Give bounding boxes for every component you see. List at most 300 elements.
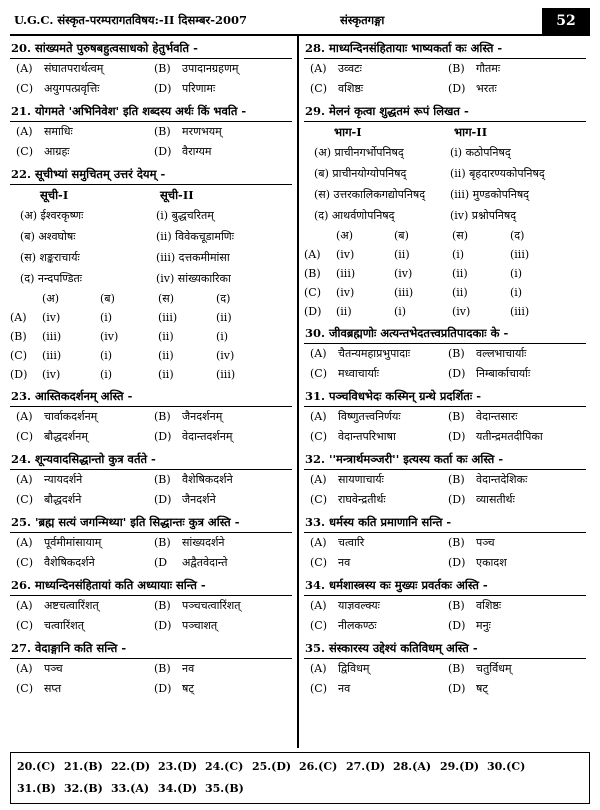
option xyxy=(448,679,586,699)
options-list xyxy=(304,407,586,447)
match-right: (iv) सांख्यकारिका xyxy=(156,272,231,285)
page-number: 52 xyxy=(542,8,590,34)
match-row xyxy=(304,142,586,163)
option-text: गौतमः xyxy=(476,62,501,75)
match-row xyxy=(304,205,586,226)
list-2-heading: भाग-II xyxy=(454,125,488,139)
option-text: मनुः xyxy=(476,619,491,632)
grid-cell: (ब) xyxy=(394,229,409,242)
option xyxy=(448,533,586,553)
option xyxy=(154,596,292,616)
answer-item: 21.(B) xyxy=(64,760,103,773)
answer-item: 28.(A) xyxy=(393,760,432,773)
match-left: (ब) अश्वघोषः xyxy=(20,230,76,243)
grid-cell: (ii) xyxy=(158,368,174,381)
question-27 xyxy=(10,638,292,699)
option xyxy=(448,407,586,427)
option-text: विष्णुतत्त्वनिर्णयः xyxy=(338,410,401,423)
match-left: (ब) प्राचीनयोग्योपनिषद् xyxy=(314,167,407,180)
answer-grid-row xyxy=(304,283,586,302)
grid-cell: (अ) xyxy=(336,229,353,242)
option-label: (A) xyxy=(310,410,327,423)
option-text: वशिष्ठः xyxy=(476,599,502,612)
option xyxy=(154,490,292,510)
grid-cell: (i) xyxy=(100,368,113,381)
options-list xyxy=(10,659,292,699)
option xyxy=(16,533,154,553)
grid-cell: (ii) xyxy=(452,286,468,299)
option xyxy=(310,427,448,447)
option-label: (C) xyxy=(310,682,327,695)
grid-cell xyxy=(10,289,42,308)
option-text: पूर्वमीमांसायाम् xyxy=(44,536,102,549)
grid-cell: (i) xyxy=(100,311,113,324)
answer-item: 25.(D) xyxy=(252,760,292,773)
option-text: उव्वटः xyxy=(338,62,362,75)
match-left: (स) उत्तरकालिकगद्योपनिषद् xyxy=(314,188,426,201)
answer-grid-row xyxy=(304,226,586,245)
option-text: अष्टचत्वारिंशत् xyxy=(44,599,99,612)
question-text: 30. जीवब्रह्मणोः अत्यन्तभेदतत्त्वप्रतिपादकाः के - xyxy=(304,323,586,344)
option xyxy=(310,659,448,679)
answer-item: 35.(B) xyxy=(205,782,244,795)
option xyxy=(16,59,154,79)
question-20 xyxy=(10,38,292,99)
answer-item: 32.(B) xyxy=(64,782,103,795)
right-column xyxy=(304,38,586,701)
options-list xyxy=(10,407,292,447)
option-label: (D) xyxy=(154,82,172,95)
option xyxy=(154,407,292,427)
grid-cell: (A) xyxy=(304,248,321,261)
option-label: (B) xyxy=(448,536,465,549)
option xyxy=(448,344,586,364)
option-label: (B) xyxy=(448,662,465,675)
match-row xyxy=(10,268,292,289)
options-list xyxy=(304,533,586,573)
grid-cell: (iii) xyxy=(336,267,356,280)
option xyxy=(16,596,154,616)
match-headers xyxy=(304,122,586,142)
option-label: (C) xyxy=(310,493,327,506)
option-label: (C) xyxy=(16,682,33,695)
option-text: एकादश xyxy=(476,556,507,569)
option-text: नव xyxy=(338,682,351,695)
match-right: (i) कठोपनिषद् xyxy=(450,146,511,159)
answer-row-1 xyxy=(17,756,583,778)
option-label: (A) xyxy=(310,536,327,549)
question-34 xyxy=(304,575,586,636)
option-text: निम्बार्काचार्याः xyxy=(476,367,531,380)
question-35 xyxy=(304,638,586,699)
option xyxy=(16,553,154,573)
question-text: 34. धर्मशास्त्रस्य कः मुख्यः प्रवर्तकः अस्ति - xyxy=(304,575,586,596)
option-label: (B) xyxy=(448,473,465,486)
option xyxy=(154,79,292,99)
question-text: 21. योगमते 'अभिनिवेश' इति शब्दस्य अर्थः किं भवति - xyxy=(10,101,292,122)
option-text: याज्ञवल्क्यः xyxy=(338,599,380,612)
option xyxy=(16,470,154,490)
option-label: (B) xyxy=(448,62,465,75)
answer-row-2 xyxy=(17,778,583,800)
grid-cell: (iii) xyxy=(510,305,530,318)
options-list xyxy=(10,470,292,510)
option-label: (A) xyxy=(16,536,33,549)
left-column xyxy=(10,38,292,701)
option-label: (B) xyxy=(154,410,171,423)
option-label: (A) xyxy=(310,599,327,612)
header-magazine: संस्कृतगङ्गा xyxy=(340,13,385,27)
option xyxy=(16,659,154,679)
grid-cell: (D) xyxy=(10,368,28,381)
option-label: (A) xyxy=(16,473,33,486)
question-text: 23. आस्तिकदर्शनम् अस्ति - xyxy=(10,386,292,407)
match-right: (ii) विवेकचूडामणिः xyxy=(156,230,234,243)
options-list xyxy=(10,533,292,573)
option-text: चार्वाकदर्शनम् xyxy=(44,410,98,423)
question-text: 24. शून्यवादसिद्धान्तो कुत्र वर्तते - xyxy=(10,449,292,470)
option xyxy=(16,490,154,510)
option-label: (A) xyxy=(16,62,33,75)
option xyxy=(16,142,154,162)
question-text: 25. 'ब्रह्म सत्यं जगन्मिथ्या' इति सिद्धान्तः कुत्र अस्ति - xyxy=(10,512,292,533)
grid-cell: (iii) xyxy=(42,330,62,343)
grid-cell: (स) xyxy=(158,292,175,305)
option-text: सायणाचार्यः xyxy=(338,473,384,486)
option-label: (C) xyxy=(310,367,327,380)
option-text: पञ्च xyxy=(44,662,63,675)
option-label: (B) xyxy=(154,62,171,75)
option-text: पञ्चाशत् xyxy=(182,619,218,632)
grid-cell: (द) xyxy=(510,229,525,242)
option xyxy=(154,427,292,447)
option-text: पञ्च xyxy=(476,536,495,549)
option-text: वेदान्तसारः xyxy=(476,410,518,423)
question-29 xyxy=(304,101,586,321)
answer-item: 27.(D) xyxy=(346,760,386,773)
option-label: (A) xyxy=(310,62,327,75)
answer-item: 29.(D) xyxy=(440,760,480,773)
option xyxy=(154,59,292,79)
list-1-heading: भाग-I xyxy=(334,125,362,139)
grid-cell: (iii) xyxy=(158,311,178,324)
option xyxy=(154,659,292,679)
option-text: वशिष्ठः xyxy=(338,82,364,95)
option xyxy=(16,407,154,427)
match-headers xyxy=(10,185,292,205)
option-text: जैनदर्शनम् xyxy=(182,410,223,423)
option-text: संघातपरार्थत्वम् xyxy=(44,62,104,75)
page-header xyxy=(10,6,590,36)
answer-grid-row xyxy=(10,365,292,384)
answer-grid-row xyxy=(10,346,292,365)
match-right: (i) बुद्धचरितम् xyxy=(156,209,214,222)
option-label: (D) xyxy=(448,682,466,695)
option-label: (A) xyxy=(16,410,33,423)
grid-cell: (A) xyxy=(10,311,27,324)
question-32 xyxy=(304,449,586,510)
option-label: (D) xyxy=(154,619,172,632)
grid-cell: (अ) xyxy=(42,292,59,305)
question-22 xyxy=(10,164,292,384)
match-right: (iii) मुण्डकोपनिषद् xyxy=(450,188,530,201)
option-label: (D xyxy=(154,556,168,569)
grid-cell: (iv) xyxy=(216,349,235,362)
option-label: (D) xyxy=(154,430,172,443)
option xyxy=(16,616,154,636)
question-25 xyxy=(10,512,292,573)
option-label: (C) xyxy=(16,556,33,569)
option-label: (C) xyxy=(16,82,33,95)
option-text: जैनदर्शने xyxy=(182,493,216,506)
option-text: चत्वारिंशत् xyxy=(44,619,84,632)
option xyxy=(448,427,586,447)
option-label: (A) xyxy=(16,599,33,612)
grid-cell: (स) xyxy=(452,229,469,242)
option-text: नीलकण्ठः xyxy=(338,619,377,632)
grid-cell: (iv) xyxy=(336,286,355,299)
option xyxy=(448,59,586,79)
grid-cell: (iv) xyxy=(100,330,119,343)
option-text: वेदान्तदर्शनम् xyxy=(182,430,233,443)
question-text: 35. संस्कारस्य उद्देश्यं कतिविधम् अस्ति - xyxy=(304,638,586,659)
option xyxy=(154,122,292,142)
grid-cell: (iv) xyxy=(336,248,355,261)
header-title: U.G.C. संस्कृत-परम्परागतविषय:-II दिसम्बर-2007 xyxy=(14,13,248,27)
grid-cell: (iii) xyxy=(42,349,62,362)
question-30 xyxy=(304,323,586,384)
option-text: बौद्धदर्शनम् xyxy=(44,430,88,443)
question-text: 32. ''मन्त्रार्थमञ्जरी'' इत्यस्य कर्ता कः अस्ति - xyxy=(304,449,586,470)
option-text: नव xyxy=(338,556,351,569)
option-text: सांख्यदर्शने xyxy=(182,536,225,549)
option xyxy=(310,490,448,510)
option-label: (A) xyxy=(310,473,327,486)
option xyxy=(310,364,448,384)
option-label: (A) xyxy=(310,347,327,360)
option-label: (B) xyxy=(154,662,171,675)
option-text: मध्वाचार्याः xyxy=(338,367,379,380)
option xyxy=(16,79,154,99)
option xyxy=(448,364,586,384)
grid-cell: (iii) xyxy=(394,286,414,299)
option-text: बौद्धदर्शने xyxy=(44,493,82,506)
match-row xyxy=(10,247,292,268)
options-list xyxy=(10,596,292,636)
grid-cell: (iii) xyxy=(216,368,236,381)
grid-cell: (iv) xyxy=(42,311,61,324)
grid-cell xyxy=(304,226,336,245)
option-text: षट् xyxy=(182,682,194,695)
option xyxy=(448,616,586,636)
question-text: 31. पञ्चविधभेदः कस्मिन् ग्रन्थे प्रदर्शितः - xyxy=(304,386,586,407)
answer-grid-row xyxy=(304,245,586,264)
question-text: 22. सूचीभ्यां समुचितम् उत्तरं देयम् - xyxy=(10,164,292,185)
match-right: (ii) बृहदारण्यकोपनिषद् xyxy=(450,167,545,180)
option-label: (B) xyxy=(154,473,171,486)
options-list xyxy=(10,122,292,162)
option xyxy=(154,142,292,162)
option-label: (C) xyxy=(16,619,33,632)
option-text: द्विविधम् xyxy=(338,662,370,675)
option xyxy=(154,470,292,490)
options-list xyxy=(10,59,292,99)
option xyxy=(448,596,586,616)
option-text: नव xyxy=(182,662,195,675)
question-text: 27. वेदाङ्गानि कति सन्ति - xyxy=(10,638,292,659)
option xyxy=(154,553,292,573)
answer-item: 34.(D) xyxy=(158,782,198,795)
option xyxy=(310,344,448,364)
option xyxy=(448,79,586,99)
option-label: (B) xyxy=(154,536,171,549)
grid-cell: (B) xyxy=(10,330,27,343)
option-label: (D) xyxy=(154,145,172,158)
grid-cell: (i) xyxy=(510,286,523,299)
question-text: 29. मेलनं कृत्वा शुद्धतमं रूपं लिखत - xyxy=(304,101,586,122)
option xyxy=(310,59,448,79)
match-right: (iii) दत्तकमीमांसा xyxy=(156,251,230,264)
option-label: (D) xyxy=(448,556,466,569)
answer-grid-row xyxy=(10,327,292,346)
grid-cell: (ii) xyxy=(158,349,174,362)
question-text: 26. माध्यन्दिनसंहितायां कति अध्यायाः सन्ति - xyxy=(10,575,292,596)
grid-cell: (i) xyxy=(100,349,113,362)
option xyxy=(16,679,154,699)
option-label: (D) xyxy=(448,619,466,632)
option xyxy=(310,470,448,490)
options-list xyxy=(304,344,586,384)
option-text: पञ्चचत्वारिंशत् xyxy=(182,599,241,612)
option-label: (C) xyxy=(310,430,327,443)
option-text: उपादानग्रहणम् xyxy=(182,62,239,75)
question-26 xyxy=(10,575,292,636)
option-label: (D) xyxy=(448,367,466,380)
grid-cell: (i) xyxy=(394,305,407,318)
option-text: चैतन्यमहाप्रभुपादाः xyxy=(338,347,411,360)
option xyxy=(310,553,448,573)
option xyxy=(310,533,448,553)
exam-page xyxy=(10,6,590,806)
option-label: (B) xyxy=(154,599,171,612)
grid-cell: (ii) xyxy=(394,248,410,261)
grid-cell: (B) xyxy=(304,267,321,280)
option-label: (A) xyxy=(16,125,33,138)
options-list xyxy=(304,596,586,636)
option-label: (B) xyxy=(448,347,465,360)
question-text: 33. धर्मस्य कति प्रमाणानि सन्ति - xyxy=(304,512,586,533)
match-row xyxy=(304,184,586,205)
answer-item: 26.(C) xyxy=(299,760,338,773)
grid-cell: (i) xyxy=(510,267,523,280)
option xyxy=(448,659,586,679)
question-text: 28. माध्यन्दिनसंहितायाः भाष्यकर्ता कः अस्ति - xyxy=(304,38,586,59)
grid-cell: (iv) xyxy=(394,267,413,280)
option xyxy=(448,490,586,510)
match-row xyxy=(10,226,292,247)
answer-key xyxy=(10,752,590,804)
option-text: राघवेन्द्रतीर्थः xyxy=(338,493,386,506)
option-text: वेदान्तदेशिकः xyxy=(476,473,528,486)
match-left: (द) नन्दपण्डितः xyxy=(20,272,82,285)
grid-cell: (ii) xyxy=(452,267,468,280)
option-text: व्यासतीर्थः xyxy=(476,493,515,506)
answer-item: 30.(C) xyxy=(487,760,526,773)
grid-cell: (द) xyxy=(216,292,231,305)
match-left: (स) शङ्कराचार्यः xyxy=(20,251,80,264)
answer-item: 20.(C) xyxy=(17,760,56,773)
option-label: (A) xyxy=(16,662,33,675)
grid-cell: (D) xyxy=(304,305,322,318)
grid-cell: (i) xyxy=(216,330,229,343)
match-row xyxy=(304,163,586,184)
question-33 xyxy=(304,512,586,573)
option xyxy=(154,533,292,553)
option-text: वल्लभाचार्याः xyxy=(476,347,527,360)
list-2-heading: सूची-II xyxy=(160,188,194,202)
option-text: वेदान्तपरिभाषा xyxy=(338,430,396,443)
option xyxy=(310,679,448,699)
option-text: वैशेषिकदर्शने xyxy=(44,556,95,569)
option-label: (A) xyxy=(310,662,327,675)
option-text: परिणामः xyxy=(182,82,216,95)
grid-cell: (ii) xyxy=(336,305,352,318)
option xyxy=(310,596,448,616)
options-list xyxy=(304,59,586,99)
answer-item: 22.(D) xyxy=(111,760,151,773)
option-label: (B) xyxy=(448,599,465,612)
option-text: षट् xyxy=(476,682,488,695)
question-23 xyxy=(10,386,292,447)
answer-grid-row xyxy=(10,308,292,327)
column-divider xyxy=(297,36,299,748)
option xyxy=(448,470,586,490)
question-24 xyxy=(10,449,292,510)
match-row xyxy=(10,205,292,226)
match-left: (अ) प्राचीनगर्भोपनिषद् xyxy=(314,146,404,159)
option-label: (C) xyxy=(16,430,33,443)
option xyxy=(310,79,448,99)
option-text: यतीन्द्रमतदीपिका xyxy=(476,430,543,443)
grid-cell: (i) xyxy=(452,248,465,261)
grid-cell: (ब) xyxy=(100,292,115,305)
option xyxy=(310,616,448,636)
option-text: चतुर्विधम् xyxy=(476,662,512,675)
option-text: वैशेषिकदर्शने xyxy=(182,473,233,486)
option xyxy=(154,679,292,699)
option xyxy=(16,427,154,447)
question-21 xyxy=(10,101,292,162)
option-label: (C) xyxy=(310,556,327,569)
question-text: 20. सांख्यमते पुरुषबहुत्वसाधको हेतुर्भवति - xyxy=(10,38,292,59)
option-label: (C) xyxy=(310,619,327,632)
grid-cell: (ii) xyxy=(216,311,232,324)
question-28 xyxy=(304,38,586,99)
answer-grid-row xyxy=(304,264,586,283)
option-text: न्यायदर्शने xyxy=(44,473,83,486)
option-text: अयुगपत्प्रवृत्तिः xyxy=(44,82,100,95)
option-label: (D) xyxy=(154,682,172,695)
question-31 xyxy=(304,386,586,447)
option-text: अद्वैतवेदान्ते xyxy=(182,556,228,569)
option-label: (D) xyxy=(448,493,466,506)
option-text: वैराग्यम xyxy=(182,145,212,158)
option-text: भरतः xyxy=(476,82,497,95)
grid-cell: (ii) xyxy=(158,330,174,343)
option xyxy=(310,407,448,427)
grid-cell: (iv) xyxy=(452,305,471,318)
options-list xyxy=(304,659,586,699)
